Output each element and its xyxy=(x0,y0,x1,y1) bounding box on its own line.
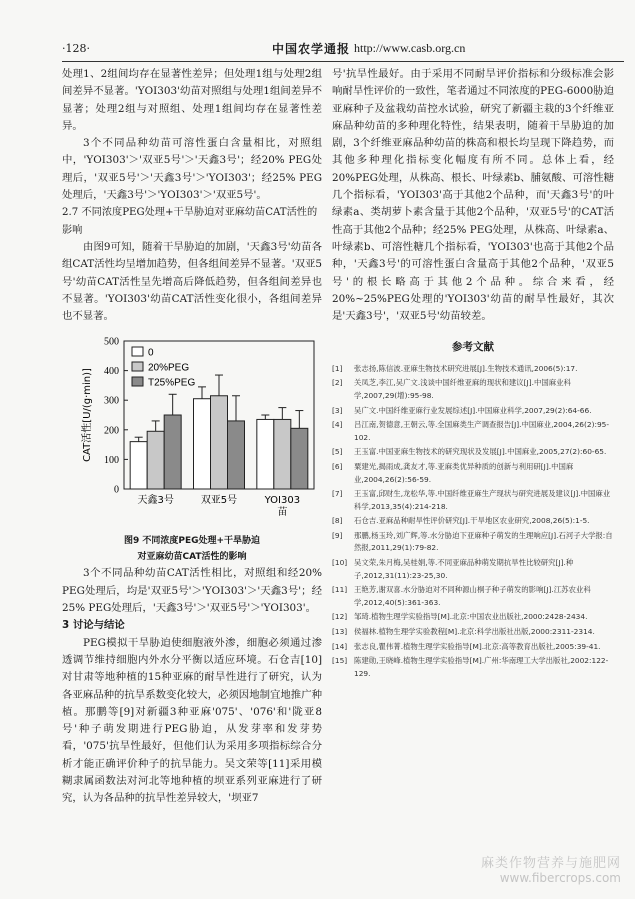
bar xyxy=(257,420,274,490)
reference-number: [7] xyxy=(332,489,343,499)
figure-caption-line: 图9 不同浓度PEG处理+干旱胁迫 xyxy=(123,536,261,547)
page-number: ·128· xyxy=(62,42,90,55)
reference-text: 侯福林.植物生理学实验教程[M].北京:科学出版社出版,2000:2311-2314. xyxy=(354,627,595,637)
reference-number: [6] xyxy=(332,461,343,471)
paragraph: 3个不同品种幼苗CAT活性相比，对照组和经20% PEG处理后，均是'双亚5号'＞'YOI303'＞'天鑫3号'；经25% PEG处理后，'天鑫3号'＞'双亚5号'＞'YOI303'。 xyxy=(62,567,322,615)
bar xyxy=(228,421,245,489)
bar xyxy=(291,429,308,490)
section-heading: 2.7 不同浓度PEG处理+干旱胁迫对亚麻幼苗CAT活性的影响 xyxy=(62,207,318,236)
reference-item xyxy=(332,488,614,513)
reference-number: [9] xyxy=(332,530,343,540)
reference-text: 王玉富,邱财生,龙松华,等.中国纤维亚麻生产现状与研究进展及建议[J].中国麻业科学,2013,35(4):214-218. xyxy=(354,489,611,511)
reference-text: 邹琦.植物生理学实验指导[M].北京:中国农业出版社,2000:2428-2434. xyxy=(354,612,588,622)
figure-caption xyxy=(62,533,322,565)
reference-number: [8] xyxy=(332,516,343,526)
y-tick-label: 100 xyxy=(104,455,119,467)
page-header xyxy=(62,38,624,62)
reference-number: [13] xyxy=(332,627,348,637)
reference-item xyxy=(332,515,614,528)
bar xyxy=(194,399,211,489)
watermark xyxy=(481,852,621,885)
reference-item xyxy=(332,557,614,582)
reference-item xyxy=(332,363,614,376)
bar xyxy=(147,432,164,490)
x-tick-label: 双亚5号 xyxy=(200,495,238,507)
reference-text: 吕江南,贺德意,王朝云,等.全国麻类生产调查报告[J].中国麻业,2004,26(2):95-102. xyxy=(354,420,610,442)
figure-9-chart xyxy=(62,331,322,531)
references-title: 参考文献 xyxy=(452,341,494,354)
reference-item xyxy=(332,405,614,418)
reference-text: 陈建勋,王晓峰.植物生理学实验指导[M].广州:华南理工大学出版社,2002:122-129. xyxy=(354,656,609,678)
reference-item xyxy=(332,641,614,654)
paragraph: PEG模拟干旱胁迫使细胞液外渗，细胞必须通过渗透调节维持细胞内外水分平衡以适应环境。石仓吉[10]对甘肃等地种植的15种亚麻的耐旱性进行了研究，认为各亚麻品种的抗旱系数变化较大，必须因地制宜地推广种植。那鹏等[9]对新疆3种亚麻'075'、'076'和'陇亚8号'种子萌发期进行PEG胁迫，从发芽率和发芽势看，'075'抗旱性最好，但他们认为采用多项指标综合分析才能正确评价种子的抗旱能力。吴文荣等[11]采用模糊隶属函数法对河北等地种植的坝亚系列亚麻进行了研究，认为各品种的抗旱性差异较大，'坝亚7 xyxy=(62,636,322,805)
legend-label: 20%PEG xyxy=(148,362,190,374)
reference-number: [11] xyxy=(332,585,348,595)
y-tick-label: 200 xyxy=(104,425,119,437)
journal-url[interactable]: http://www.casb.org.cn xyxy=(354,41,466,55)
bar xyxy=(211,396,228,489)
paragraph: 号'抗旱性最好。由于采用不同耐旱评价指标和分级标准会影响耐旱性评价的一致性，笔者通过不同浓度的PEG-6000胁迫亚麻种子及盆栽幼苗控水试验，研究了新疆主栽的3个纤维亚麻品种幼苗的多种理化特性，结果表明，随着干旱胁迫的加剧，3个纤维亚麻品种幼苗的株高和根长均呈现下降趋势，而其他多种理化指标变化幅度有所不同。总体上看，经20%PEG处理，从株高、根长、叶绿素b、脯氨酸、可溶性糖几个指标看，'YOI303'高于其他2个品种，而'天鑫3号'的叶绿素a、类胡萝卜素含量于其他2个品种，'双亚5号'的CAT活性高于其他2个品种；经25% PEG处理，从株高、叶绿素a、叶绿素b、可溶性糖几个指标看，'YOI303'也高于其他2个品种，'天鑫3号'的可溶性蛋白含量高于其他2个品种，'双亚5号'的根长略高于其他2个品种。综合来看，经20%~25%PEG处理的'YOI303'幼苗的耐旱性最好，其次是'天鑫3号'，'双亚5号'幼苗较差。 xyxy=(332,68,614,323)
reference-text: 张志良,瞿伟菁.植物生理学实验指导[M].北京:高等教育出版社,2005:39-41. xyxy=(354,641,601,651)
journal-title: 中国农学通报 xyxy=(272,42,351,56)
y-axis-label: CAT活性[U/(g·min)] xyxy=(82,368,93,463)
reference-number: [4] xyxy=(332,420,343,430)
bar xyxy=(274,420,291,490)
reference-item xyxy=(332,446,614,459)
figure-caption-line: 对亚麻幼苗CAT活性的影响 xyxy=(137,552,247,563)
reference-item xyxy=(332,419,614,444)
reference-number: [3] xyxy=(332,405,343,415)
reference-item xyxy=(332,655,614,680)
reference-number: [15] xyxy=(332,656,348,666)
paragraph: 处理1、2组间均存在显著性差异；但处理1组与处理2组间差异不显著。'YOI303'幼苗对照组与处理1组间差异不显著；处理2组与对照组、处理1组间均存在显著性差异。 xyxy=(62,68,322,132)
reference-number: [12] xyxy=(332,612,348,622)
reference-text: 吴广文.中国纤维亚麻行业发展综述[J].中国麻业科学,2007,29(2):64-66. xyxy=(354,405,592,415)
reference-text: 关凤芝,李江,吴广文.浅谈中国纤维亚麻的现状和建议[J].中国麻业科学,2007,29(增):95-98. xyxy=(354,378,571,400)
y-tick-label: 400 xyxy=(104,366,119,378)
y-tick-label: 500 xyxy=(104,336,119,348)
reference-number: [10] xyxy=(332,558,348,568)
bar xyxy=(164,415,181,489)
legend-swatch xyxy=(132,377,143,386)
reference-text: 王玉富.中国亚麻生物技术的研究现状及发展[J].中国麻业,2005,27(2):60-65. xyxy=(354,447,607,457)
y-tick-label: 300 xyxy=(104,396,119,408)
reference-item xyxy=(332,461,614,486)
reference-text: 粟建光,揭雨成,龚友才,等.亚麻类优异种质的创新与利用研[J].中国麻业,2004,26(2):56-59. xyxy=(354,461,574,484)
section-heading: 3 讨论与结论 xyxy=(62,619,125,632)
reference-text: 吴文荣,朱月梅,吴桂娟,等.不同亚麻品种萌发期抗旱性比较研究[J].种子,2012,31(11):23-25,30. xyxy=(354,558,574,580)
paragraph: 3个不同品种幼苗可溶性蛋白含量相比，对照组中，'YOI303'＞'双亚5号'＞'天鑫3号'；经20% PEG处理后，'双亚5号'＞'天鑫3号'＞'YOI303'；经25% PEG处理后，'天鑫3号'＞'YOI303'＞'双亚5号'。 xyxy=(62,137,322,202)
reference-item xyxy=(332,377,614,402)
reference-number: [2] xyxy=(332,378,343,388)
reference-number: [14] xyxy=(332,641,348,651)
x-tick-label: YOI303 xyxy=(264,495,301,507)
watermark-url: www.fibercrops.com xyxy=(499,871,621,885)
reference-item xyxy=(332,626,614,639)
reference-item xyxy=(332,584,614,609)
x-tick-label: 苗 xyxy=(277,507,288,519)
bar xyxy=(130,442,147,489)
reference-text: 王艳芳,谢双喜.水分胁迫对不同种源山桐子种子萌发的影响[J].江苏农业科学,2012,40(5):361-363. xyxy=(354,585,591,607)
y-tick-label: 0 xyxy=(114,484,119,496)
legend-swatch xyxy=(132,362,143,371)
references-list xyxy=(332,363,614,681)
reference-item xyxy=(332,530,614,555)
cat-activity-bar-chart xyxy=(62,331,322,531)
left-column xyxy=(62,66,322,808)
legend-swatch xyxy=(132,347,143,356)
legend-label: T25%PEG xyxy=(148,377,196,389)
reference-item xyxy=(332,611,614,624)
reference-number: [1] xyxy=(332,363,343,373)
watermark-name: 麻类作物营养与施肥网 xyxy=(480,856,621,871)
reference-text: 张志扬,陈信波.亚麻生物技术研究进展[J].生物技术通讯,2006(5):17. xyxy=(354,363,578,373)
legend-label: 0 xyxy=(148,347,154,359)
x-tick-label: 天鑫3号 xyxy=(137,495,174,507)
reference-text: 石仓吉.亚麻品种耐旱性评价研究[J].干旱地区农业研究,2008,26(5):1-5. xyxy=(354,516,590,526)
paragraph: 由图9可知，随着干旱胁迫的加剧，'天鑫3号'幼苗各组CAT活性均呈增加趋势，但各组间差异不显著。'双亚5号'幼苗CAT活性呈先增高后降低趋势，但各组间差异也不显著。'YOI303'幼苗CAT活性变化很小，各组间差异也不显著。 xyxy=(62,240,322,323)
reference-text: 那鹏,杨玉玲,刘广辉,等.水分胁迫下亚麻种子萌发的生理响应[J].石河子大学报:自然报,2011,29(1):79-82. xyxy=(354,530,613,553)
right-column xyxy=(332,66,614,682)
reference-number: [5] xyxy=(332,447,343,457)
